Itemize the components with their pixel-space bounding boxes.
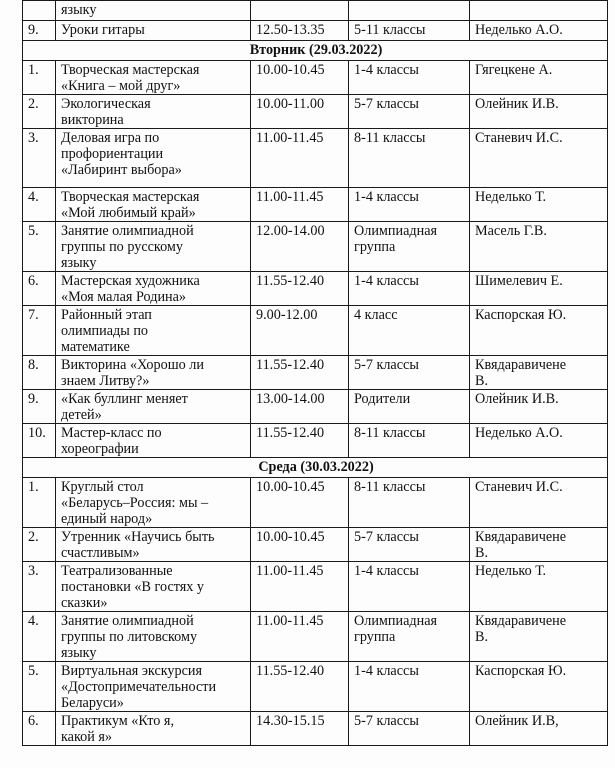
num-cell	[23, 129, 56, 188]
group-text: 8-11 классы	[354, 479, 426, 495]
num-cell	[23, 712, 56, 746]
event-cell	[56, 478, 251, 528]
event-text: Мастерская художника «Моя малая Родина»	[61, 273, 200, 305]
event-text: Творческая мастерская «Книга – мой друг»	[61, 62, 200, 94]
leader-text: Квядаравичене В.	[475, 529, 567, 561]
time-text: 10.00-10.45	[256, 62, 325, 78]
time-text: 11.00-11.45	[256, 563, 324, 579]
time-cell	[251, 528, 349, 562]
leader-cell	[470, 306, 608, 356]
day-header-row	[23, 458, 608, 478]
group-cell	[349, 222, 470, 272]
event-cell	[56, 612, 251, 662]
table-row	[23, 390, 608, 424]
event-cell	[56, 129, 251, 188]
num-cell	[23, 188, 56, 222]
time-cell	[251, 478, 349, 528]
num-text: 6.	[28, 273, 39, 289]
leader-cell	[470, 1, 608, 21]
leader-text: Неделько Т.	[475, 189, 547, 205]
group-cell	[349, 612, 470, 662]
time-text: 10.00-11.00	[256, 96, 325, 112]
time-text: 11.00-11.45	[256, 130, 324, 146]
time-text: 11.55-12.40	[256, 663, 325, 679]
leader-cell	[470, 95, 608, 129]
leader-cell	[470, 562, 608, 612]
leader-text: Квядаравичене В.	[475, 357, 567, 389]
group-cell	[349, 424, 470, 458]
event-text: «Как буллинг меняет детей»	[61, 391, 188, 423]
time-cell	[251, 129, 349, 188]
time-text: 9.00-12.00	[256, 307, 318, 323]
time-cell	[251, 390, 349, 424]
group-text: 5-7 классы	[354, 357, 419, 373]
num-text: 3.	[28, 563, 39, 579]
group-cell	[349, 712, 470, 746]
time-text: 11.55-12.40	[256, 425, 325, 441]
num-text: 1.	[28, 62, 39, 78]
time-cell	[251, 1, 349, 21]
table-row	[23, 356, 608, 390]
event-cell	[56, 662, 251, 712]
num-text: 1.	[28, 479, 39, 495]
event-text: Экологическая викторина	[61, 96, 151, 128]
group-text: 1-4 классы	[354, 663, 419, 679]
group-cell	[349, 95, 470, 129]
leader-text: Олейник И.В.	[475, 96, 559, 112]
num-cell	[23, 424, 56, 458]
num-text: 5.	[28, 223, 39, 239]
leader-cell	[470, 188, 608, 222]
leader-cell	[470, 612, 608, 662]
time-text: 10.00-10.45	[256, 529, 325, 545]
leader-cell: Неделько А.О.	[470, 21, 608, 41]
table-row	[23, 272, 608, 306]
num-text: 4.	[28, 189, 39, 205]
leader-cell	[470, 129, 608, 188]
time-text: 12.00-14.00	[256, 223, 325, 239]
event-text: Занятие олимпиадной группы по русскому языку	[61, 223, 194, 271]
num-cell	[23, 272, 56, 306]
group-cell	[349, 662, 470, 712]
group-cell	[349, 356, 470, 390]
schedule-table	[22, 0, 608, 746]
leader-cell	[470, 222, 608, 272]
leader-text: Олейник И.В.	[475, 391, 559, 407]
num-text: 9.	[28, 391, 39, 407]
day-header-row	[23, 41, 608, 61]
table-row	[23, 424, 608, 458]
time-cell	[251, 562, 349, 612]
time-text: 11.00-11.45	[256, 189, 324, 205]
event-cell	[56, 61, 251, 95]
time-cell: 12.50-13.35	[251, 21, 349, 41]
num-cell	[23, 222, 56, 272]
group-text: 5-7 классы	[354, 529, 419, 545]
num-cell	[23, 662, 56, 712]
num-text: 2.	[28, 96, 39, 112]
time-cell	[251, 424, 349, 458]
num-text: 7.	[28, 307, 39, 323]
event-cell	[56, 712, 251, 746]
group-text: 1-4 классы	[354, 563, 419, 579]
num-text: 8.	[28, 357, 39, 373]
time-text: 13.00-14.00	[256, 391, 325, 407]
event-text: языку	[61, 2, 97, 18]
leader-cell	[470, 424, 608, 458]
group-cell	[349, 390, 470, 424]
time-text: 11.00-11.45	[256, 613, 324, 629]
table-row	[23, 21, 608, 41]
event-text: Утренник «Научись быть счастливым»	[61, 529, 215, 561]
event-cell	[56, 95, 251, 129]
event-text: Виртуальная экскурсия «Достопримечательности Беларуси»	[61, 663, 217, 711]
leader-cell	[470, 356, 608, 390]
day-title: Вторник (29.03.2022)	[23, 41, 608, 61]
num-cell: 9.	[23, 21, 56, 41]
group-cell	[349, 528, 470, 562]
time-text: 11.55-12.40	[256, 357, 325, 373]
num-cell	[23, 478, 56, 528]
event-cell	[56, 424, 251, 458]
table-row	[23, 528, 608, 562]
leader-text: Неделько А.О.	[475, 425, 563, 441]
group-text: 1-4 классы	[354, 273, 419, 289]
time-cell	[251, 306, 349, 356]
table-row	[23, 222, 608, 272]
table-row	[23, 306, 608, 356]
table-row	[23, 712, 608, 746]
group-text: 8-11 классы	[354, 130, 426, 146]
time-cell	[251, 61, 349, 95]
time-cell	[251, 662, 349, 712]
group-text: 4 класс	[354, 307, 398, 323]
leader-cell	[470, 272, 608, 306]
leader-text: Станевич И.С.	[475, 130, 563, 146]
group-cell	[349, 306, 470, 356]
num-text: 2.	[28, 529, 39, 545]
leader-cell	[470, 662, 608, 712]
event-text: Театрализованные постановки «В гостях у сказки»	[61, 563, 205, 611]
time-cell	[251, 95, 349, 129]
time-cell	[251, 272, 349, 306]
group-cell	[349, 478, 470, 528]
num-text: 4.	[28, 613, 39, 629]
leader-cell	[470, 478, 608, 528]
group-cell	[349, 1, 470, 21]
leader-cell	[470, 61, 608, 95]
event-cell	[56, 356, 251, 390]
time-cell	[251, 612, 349, 662]
leader-cell	[470, 712, 608, 746]
num-cell	[23, 1, 56, 21]
num-text: 10.	[28, 425, 46, 441]
leader-text: Неделько Т.	[475, 563, 547, 579]
num-cell	[23, 95, 56, 129]
event-text: Занятие олимпиадной группы по литовскому языку	[61, 613, 198, 661]
leader-cell	[470, 390, 608, 424]
group-text: Родители	[354, 391, 411, 407]
table-row	[23, 612, 608, 662]
num-text: 5.	[28, 663, 39, 679]
event-cell	[56, 222, 251, 272]
event-text: Практикум «Кто я, какой я»	[61, 713, 175, 745]
event-cell	[56, 188, 251, 222]
table-row	[23, 478, 608, 528]
group-cell	[349, 272, 470, 306]
num-text: 6.	[28, 713, 39, 729]
group-text: 1-4 классы	[354, 189, 419, 205]
event-text: Творческая мастерская «Мой любимый край»	[61, 189, 200, 221]
time-text: 10.00-10.45	[256, 479, 325, 495]
event-text: Деловая игра по профориентации «Лабиринт выбора»	[61, 130, 182, 178]
num-text: 3.	[28, 130, 39, 146]
num-cell	[23, 306, 56, 356]
leader-text: Каспорская Ю.	[475, 307, 567, 323]
event-cell	[56, 528, 251, 562]
leader-cell	[470, 528, 608, 562]
event-text: Круглый стол «Беларусь–Россия: мы – единый народ»	[61, 479, 209, 527]
table-row	[23, 95, 608, 129]
time-text: 14.30-15.15	[256, 713, 325, 729]
num-cell	[23, 61, 56, 95]
group-text: 5-7 классы	[354, 713, 419, 729]
time-cell	[251, 356, 349, 390]
table-row	[23, 129, 608, 188]
event-text: Мастер-класс по хореографии	[61, 425, 162, 457]
num-cell	[23, 356, 56, 390]
group-cell	[349, 129, 470, 188]
time-cell	[251, 712, 349, 746]
event-text: Районный этап олимпиады по математике	[61, 307, 152, 355]
leader-text: Квядаравичене В.	[475, 613, 567, 645]
num-cell	[23, 390, 56, 424]
event-cell	[56, 272, 251, 306]
leader-text: Каспорская Ю.	[475, 663, 567, 679]
group-cell	[349, 188, 470, 222]
num-cell	[23, 562, 56, 612]
table-row	[23, 562, 608, 612]
leader-text: Олейник И.В,	[475, 713, 559, 729]
group-cell: 5-11 классы	[349, 21, 470, 41]
leader-text: Гягецкене А.	[475, 62, 553, 78]
leader-text: Шимелевич Е.	[475, 273, 563, 289]
event-cell	[56, 562, 251, 612]
event-cell	[56, 390, 251, 424]
event-cell	[56, 1, 251, 21]
event-text: Викторина «Хорошо ли знаем Литву?»	[61, 357, 204, 389]
group-text: Олимпиадная группа	[354, 223, 438, 255]
group-text: 1-4 классы	[354, 62, 419, 78]
time-cell	[251, 188, 349, 222]
group-text: Олимпиадная группа	[354, 613, 438, 645]
table-row	[23, 1, 608, 21]
leader-text: Станевич И.С.	[475, 479, 563, 495]
num-cell	[23, 612, 56, 662]
num-cell	[23, 528, 56, 562]
table-row	[23, 188, 608, 222]
event-cell	[56, 306, 251, 356]
event-cell	[56, 21, 251, 41]
table-row	[23, 61, 608, 95]
table-row	[23, 662, 608, 712]
event-text: Уроки гитары	[61, 22, 145, 38]
leader-text: Масель Г.В.	[475, 223, 547, 239]
time-text: 11.55-12.40	[256, 273, 325, 289]
day-title: Среда (30.03.2022)	[23, 458, 608, 478]
time-cell	[251, 222, 349, 272]
group-text: 5-7 классы	[354, 96, 419, 112]
group-cell	[349, 562, 470, 612]
group-cell	[349, 61, 470, 95]
group-text: 8-11 классы	[354, 425, 426, 441]
